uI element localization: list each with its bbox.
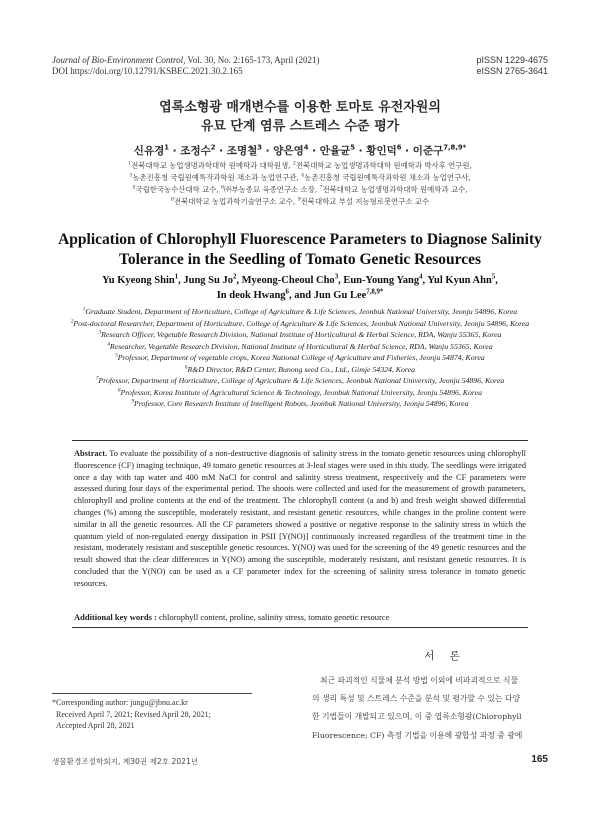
accepted-date: Accepted April 28, 2021	[56, 721, 135, 730]
author-name: 이준구	[412, 145, 444, 157]
affiliation-text: Researcher, Vegetable Research Division, National Institute of Horticultural & Herbal Science, RDA, Wanju 55365, Korea	[109, 341, 493, 351]
author-name: 신유경	[133, 145, 165, 157]
intro-body	[312, 672, 550, 745]
english-authors	[30, 273, 570, 303]
abstract	[74, 448, 526, 590]
affiliation-mark: 4	[301, 173, 305, 179]
footer-journal: 생물환경조절학회지, 제30권 제2호 2021년	[52, 757, 199, 766]
english-affiliation	[44, 341, 556, 353]
english-affiliation	[44, 306, 556, 318]
affiliation-text: Professor, Korea Institute of Agricultural Science & Technology, Jeonbuk National University, Jeonju 54896, Korea	[120, 387, 482, 397]
author-mark: 5	[350, 143, 355, 152]
english-affiliations	[44, 306, 556, 410]
author-mark: 5	[491, 273, 496, 281]
korean-authors: 신유경$^1$ · 조정수$^2$ · 조명철$^3$ · 양은영$^4$ · 안율균$^5$ · 황인덕$^6$ · 이준구$^{7,8,9*}$	[133, 143, 467, 157]
affiliation-mark: 8	[118, 386, 121, 393]
affiliation-text: Professor, Department of Horticulture, College of Agriculture & Life Sciences, Jeonbuk National University, Jeonju 54896, Korea	[98, 376, 505, 385]
affiliation-mark: 7	[95, 375, 99, 382]
correspondence	[52, 697, 211, 732]
intro-line: 한 기법들이 개발되고 있으며, 이 중 엽록소형광(Chlorophyll	[312, 712, 522, 722]
author-mark: 7,8,9*	[443, 143, 467, 152]
affiliation-text: 전북대학교 농업생명과학대학 원예학과 교수,	[322, 185, 468, 194]
author-name: Yu Kyeong Shin	[102, 275, 175, 286]
korean-affiliation-line	[40, 172, 560, 184]
author-mark: 2	[232, 273, 237, 281]
author-mark: 3	[257, 143, 262, 152]
affiliation-mark: 5	[115, 352, 118, 359]
affiliation-text: 전북대학교 부설 지능형로봇연구소 교수	[300, 197, 430, 206]
keywords	[74, 612, 526, 622]
korean-affiliation-line	[40, 196, 560, 208]
korean-title-line2: 유묘 단계 염류 스트레스 수준 평가	[200, 119, 400, 134]
korean-affiliation-line	[40, 160, 560, 172]
pissn: pISSN 1229-4675	[476, 55, 548, 65]
english-title-line1: Application of Chlorophyll Fluorescence Parameters to Diagnose Salinity	[58, 231, 542, 248]
english-affiliation	[44, 398, 556, 410]
author-mark: 1	[164, 143, 169, 152]
received-date: Received April 7, 2021; Revised April 28, 2021;	[56, 709, 211, 719]
intro-heading: 서 론	[424, 650, 466, 662]
english-affiliation	[44, 387, 556, 399]
author-name: 조명철	[226, 145, 258, 157]
intro-line: Fluorescence; CF) 측정 기법을 이용해 광합성 과정 중 광에	[312, 730, 523, 740]
affiliation-mark: 2	[292, 161, 296, 167]
english-authors-line2: In deok Hwang$^6$, and Jun Gu Lee$^{7,8,9*}$	[216, 288, 384, 301]
abstract-bottom-rule	[72, 627, 528, 628]
author-name: 황인덕	[366, 145, 397, 157]
author-name: 조정수	[180, 145, 211, 157]
affiliation-mark: 5	[132, 185, 136, 191]
intro-line: 최근 파괴적인 식물체 분석 방법 이외에 비파괴적으로 식물	[320, 676, 519, 685]
keywords-text: chlorophyll content, proline, salinity stress, tomato genetic resource	[156, 612, 390, 622]
affiliation-mark: 2	[70, 317, 74, 324]
page-number: 165	[531, 754, 548, 765]
author-name: and Jun Gu Lee	[294, 290, 367, 301]
abstract-text: To evaluate the possibility of a non-destructive diagnosis of salinity stress in the tomato genetic resources using chlorophyll fluorescence (CF) imaging technique, 49 tomato genetic resources at 3-leaf stages were used in this study. The seedlings were irrigated once a day with tap water and 400 mM NaCl for control and salinity stress treatment, respectively and the CF parameters were assessed during four days of the experimental period. The shoots were collected and used for the measurement of growth parameters, chlorophyll and proline contents at the end of the treatment. The chlorophyll content (a and b) and fresh weight showed differential changes (%) among the susceptible, moderately resistant, and resistant genetic resources, while changes in the proline content were similar in all the genetic resources. All the CF parameters showed a positive or negative response to the salinity stress in which the quantum yield of non-regulated energy dissipation in PSII [Y(NO)] continuously increased regardless of the treatment time in the resistant, moderately resistant and susceptible genetic resources. Y(NO) was used for the screening of the 49 genetic resources and the result showed that the clear differences in Y(NO) among the susceptible, moderately resistant, and resistant genetic resources. It is concluded that the Y(NO) can be used as a CF parameter index for the screening of salinity stress tolerance in tomato genetic resources.	[74, 449, 526, 588]
affiliation-text: Post-doctoral Researcher, Department of Horticulture, College of Agriculture & Life Sciences, Jeonbuk National University, Jeonju 54896, Korea	[73, 318, 530, 328]
author-mark: 4	[303, 143, 309, 152]
english-title	[20, 230, 580, 270]
korean-affiliation-line	[40, 184, 560, 196]
affiliation-text: 국립한국농수산대학 교수,	[135, 185, 222, 194]
affiliation-text: 농촌진흥청 국립원예특작과학원 채소과 농업연구사,	[304, 173, 471, 182]
english-affiliation	[44, 352, 556, 364]
issn-block	[476, 55, 548, 77]
affiliation-text: 전북대학교 농업과학기술연구소 교수,	[173, 197, 298, 206]
author-name: Yul Kyun Ahn	[427, 275, 492, 286]
author-mark: 6	[396, 143, 402, 152]
intro-line: 의 생리 특성 및 스트레스 수준을 분석 및 평가할 수 있는 다양	[312, 694, 521, 704]
author-mark: 7,8,9*	[366, 288, 384, 296]
affiliation-mark: 6	[221, 185, 225, 191]
doi: DOI https://doi.org/10.12791/KSBEC.2021.30.2.165	[52, 66, 243, 76]
correspondence-rule	[52, 693, 252, 694]
affiliation-mark: 7	[319, 185, 323, 191]
english-authors-line1: Yu Kyeong Shin$^1$, Jung Su Jo$^2$, Myeong-Cheoul Cho$^3$, Eun-Young Yang$^4$, Yul Kyun Ahn$^5$,	[102, 273, 498, 286]
affiliation-mark: 1	[128, 161, 132, 167]
corresponding-email: *Corresponding author: jungu@jbnu.ac.kr	[52, 698, 188, 707]
affiliation-mark: 9	[131, 398, 135, 405]
eissn: eISSN 2765-3641	[476, 66, 548, 76]
english-affiliation	[44, 318, 556, 330]
affiliation-text: Research Officer, Vegetable Research Division, National Institute of Horticultural & Herbal Science, RDA, Wanju 55365, Korea	[101, 330, 502, 339]
affiliation-mark: 9	[297, 197, 301, 203]
english-affiliation	[44, 329, 556, 341]
english-title-line2: Tolerance in the Seedling of Tomato Genetic Resources	[118, 251, 482, 268]
author-mark: 3	[334, 273, 339, 281]
affiliation-mark: 1	[82, 306, 86, 313]
keywords-label: Additional key words :	[74, 612, 157, 622]
affiliation-mark: 8	[170, 197, 174, 203]
author-name: Jung Su Jo	[183, 275, 233, 286]
affiliation-mark: 3	[129, 173, 133, 179]
journal-header	[52, 55, 320, 77]
affiliation-mark: 3	[98, 329, 102, 336]
journal-citation: , Vol. 30, No. 2:165-173, April (2021)	[183, 55, 320, 65]
affiliation-text: 농촌진흥청 국립원예특작과학원 채소과 농업연구관,	[132, 173, 302, 182]
korean-affiliations	[40, 160, 560, 208]
affiliation-text: ㈜부농종묘 육종연구소 소장,	[224, 185, 320, 194]
abstract-top-rule	[72, 440, 528, 441]
abstract-label: Abstract.	[74, 449, 108, 458]
affiliation-text: 전북대학교 농업생명과학대학 원예학과 박사후 연구원,	[295, 161, 472, 170]
author-name: Eun-Young Yang	[343, 275, 420, 286]
author-mark: 2	[210, 143, 216, 152]
author-name: 양은영	[273, 145, 304, 157]
author-name: In deok Hwang	[216, 290, 286, 301]
affiliation-mark: 6	[185, 363, 188, 370]
author-name: 안율균	[319, 145, 351, 157]
author-mark: 4	[419, 273, 423, 281]
korean-title	[0, 98, 600, 136]
author-name: Myeong-Cheoul Cho	[241, 275, 335, 286]
affiliation-text: Professor, Department of vegetable crops, Korea National College of Agriculture and Fisheries, Jeonju 54874, Korea	[117, 353, 485, 362]
english-affiliation	[44, 375, 556, 387]
korean-title-line1: 엽록소형광 매개변수를 이용한 토마토 유전자원의	[159, 100, 441, 115]
journal-name: Journal of Bio-Environment Control	[52, 55, 184, 65]
affiliation-text: R&D Director, R&D Center, Bunong seed Co., Ltd., Gimje 54324, Korea	[187, 364, 415, 374]
affiliation-text: 전북대학교 농업생명과학대학 원예학과 대학원생,	[131, 161, 293, 170]
affiliation-mark: 4	[107, 340, 110, 347]
affiliation-text: Graduate Student, Department of Horticulture, College of Agriculture & Life Sciences, Jeonbuk National University, Jeonju 54896, Korea	[85, 307, 518, 316]
english-affiliation	[44, 364, 556, 376]
author-mark: 1	[174, 273, 179, 281]
author-mark: 6	[285, 288, 289, 296]
affiliation-text: Professor, Core Research Institute of Intelligent Robots, Jeonbuk National University, Jeonju 54896, Korea	[134, 399, 469, 408]
